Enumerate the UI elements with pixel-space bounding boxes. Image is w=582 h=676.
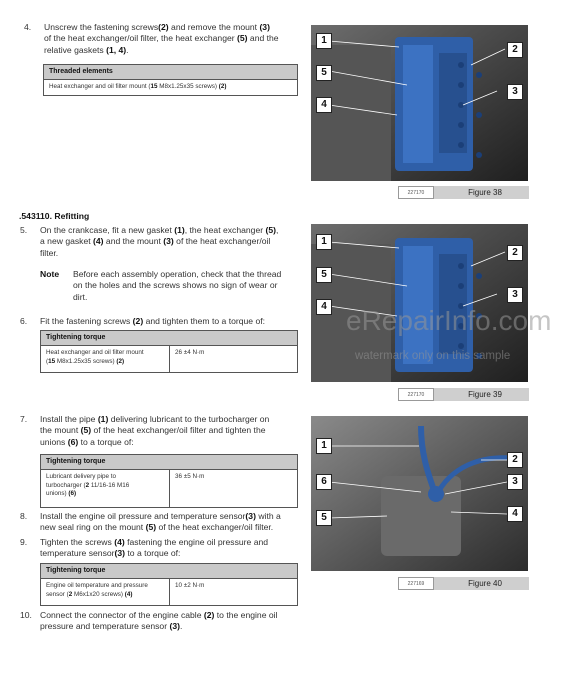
text: On the crankcase, fit a new gasket [40, 225, 175, 235]
ref: (3) [259, 22, 270, 32]
table-header: Tightening torque [41, 564, 297, 579]
ref: (4) [93, 236, 104, 247]
callout-6: 6 [316, 474, 332, 490]
section-title: .543110. Refitting [19, 211, 90, 221]
text: of the heat exchanger/oil filter. [156, 522, 274, 533]
ref: 2 [85, 481, 90, 489]
table-row [41, 346, 297, 373]
figure-label: Figure 40 [468, 579, 502, 588]
text: Heat exchanger and oil filter mount [46, 349, 144, 356]
ref: (1, 4) [106, 44, 127, 55]
table-cell [41, 346, 169, 369]
text: , the heat exchanger [184, 225, 266, 235]
text: to a torque of: [125, 548, 181, 559]
step-number: 4. [24, 22, 32, 32]
note-text [73, 269, 281, 303]
text: M8x1.25x35 screws) [157, 83, 219, 90]
text: M8x1.25x35 screws) [55, 357, 117, 365]
text: dirt. [73, 291, 88, 302]
engine-illustration [311, 416, 528, 571]
text: Install the engine oil pressure and temperature sensor [40, 511, 246, 521]
callout-2: 2 [507, 245, 523, 261]
text: Tighten the screws [40, 537, 115, 547]
table-row [44, 80, 297, 96]
text: fastening the engine oil pressure and [124, 537, 269, 547]
text: a new gasket [40, 236, 94, 247]
callout-2: 2 [507, 452, 523, 468]
text: and the mount [103, 236, 164, 247]
step-number: 6. [20, 316, 28, 326]
figure-40-photo [311, 416, 528, 571]
text: sensor ( [46, 590, 69, 598]
table-row [41, 470, 297, 508]
table-cell [41, 579, 171, 602]
step-number: 8. [20, 511, 28, 521]
text: Lubricant delivery pipe to [46, 473, 117, 480]
text: new seal ring on the mount [40, 522, 146, 533]
text: turbocharger ( [46, 481, 86, 489]
text: Unscrew the fastening screws [44, 22, 159, 32]
ref: (2) [203, 610, 215, 620]
text: Install the pipe [40, 414, 98, 424]
text: M6x1x20 screws) [72, 590, 125, 598]
callout-5: 5 [316, 267, 332, 283]
table-cell [44, 80, 231, 95]
figure-label: Figure 38 [468, 188, 502, 197]
figure-38-caption [398, 186, 529, 199]
tightening-torque-table-1 [40, 330, 298, 373]
callout-3: 3 [507, 84, 523, 100]
threaded-elements-table [43, 64, 298, 96]
text: Heat exchanger and oil filter mount ( [49, 83, 151, 90]
sensor-part [428, 486, 444, 502]
table-cell [41, 470, 169, 502]
text: unions) [46, 490, 69, 497]
text: relative gaskets [44, 44, 107, 55]
oil-filter-mount [381, 476, 461, 556]
callout-4: 4 [507, 506, 523, 522]
step-text [40, 537, 268, 560]
ref: (6) [67, 436, 79, 447]
figure-code: 227170 [398, 186, 434, 199]
step-text [40, 414, 269, 448]
ref: (6) [68, 490, 77, 497]
figure-39-caption [398, 388, 529, 401]
step-text [44, 22, 279, 56]
callout-4: 4 [316, 299, 332, 315]
ref: (2) [158, 22, 169, 32]
ref: (1) [174, 225, 185, 235]
step-number: 5. [20, 225, 28, 235]
table-cell: 10 ±2 N·m [169, 579, 297, 606]
text: of the heat exchanger/oil filter and tighten the [91, 425, 266, 436]
text: and remove the mount [168, 22, 260, 32]
text: filter. [40, 247, 59, 258]
callout-3: 3 [507, 287, 523, 303]
watermark-note: watermark only on this sample [355, 350, 511, 362]
callout-1: 1 [316, 234, 332, 250]
table-row [41, 579, 297, 606]
ref: (3) [114, 548, 126, 559]
ref: (4) [124, 590, 133, 598]
text: , [276, 225, 279, 235]
ref: 15 [150, 83, 158, 90]
text: Connect the connector of the engine cable [40, 610, 204, 620]
ref: (1) [97, 414, 109, 424]
figure-code: 227169 [398, 577, 434, 590]
text: temperature sensor [40, 548, 115, 559]
ref: (2) [218, 83, 227, 90]
step-text [40, 511, 281, 534]
ref: (5) [265, 225, 277, 235]
watermark-site: eRepairInfo.com [346, 305, 552, 336]
text: and tighten them to a torque of: [143, 316, 266, 326]
tightening-torque-table-3 [40, 563, 298, 606]
text: 11/16-16 M16 [89, 481, 130, 489]
step-number: 7. [20, 414, 28, 424]
step-text [40, 225, 278, 259]
text: to the engine oil [214, 610, 278, 620]
callout-3: 3 [507, 474, 523, 490]
text: and the [247, 33, 279, 44]
ref: (3) [245, 511, 256, 521]
step-number: 10. [20, 610, 32, 620]
text: . [126, 44, 129, 55]
callout-1: 1 [316, 438, 332, 454]
ref: (2) [116, 357, 125, 365]
text: Engine oil temperature and pressure [46, 582, 148, 589]
step-text [40, 316, 265, 327]
ref: (3) [163, 236, 174, 247]
table-header: Tightening torque [41, 331, 297, 346]
table-cell: 36 ±5 N·m [169, 470, 297, 508]
text: delivering lubricant to the turbocharger on [108, 414, 270, 424]
figure-40-caption [398, 577, 529, 590]
figure-label: Figure 39 [468, 390, 502, 399]
table-cell: 26 ±4 N·m [169, 346, 297, 373]
table-header: Threaded elements [44, 65, 297, 80]
text: unions [40, 436, 68, 447]
text: pressure and temperature sensor [40, 621, 170, 632]
table-header: Tightening torque [41, 455, 297, 470]
step-number: 9. [20, 537, 28, 547]
ref: (3) [169, 621, 180, 632]
text: . [179, 621, 183, 632]
text: on the holes and the screws shows no sign of wear or [73, 280, 278, 291]
note-label: Note [40, 269, 60, 279]
text: the mount [40, 425, 81, 436]
text: with a [255, 511, 281, 521]
ref: (5) [80, 425, 92, 436]
text: Fit the fastening screws [40, 316, 133, 326]
figure-code: 227170 [398, 388, 434, 401]
callout-5: 5 [316, 510, 332, 526]
callout-2: 2 [507, 42, 523, 58]
ref: (5) [145, 522, 157, 533]
text: to a torque of: [78, 436, 134, 447]
tightening-torque-table-2 [40, 454, 298, 508]
ref: (5) [237, 33, 248, 44]
part-highlight [403, 45, 433, 163]
callout-1: 1 [316, 33, 332, 49]
ref: 15 [48, 357, 56, 365]
step-text [40, 610, 277, 633]
text: ( [46, 357, 49, 365]
ref: 2 [68, 590, 73, 598]
ref: (2) [132, 316, 144, 326]
figure-38-photo [311, 25, 528, 181]
text: of the heat exchanger/oil [173, 236, 271, 247]
ref: (4) [114, 537, 125, 547]
callout-4: 4 [316, 97, 332, 113]
callout-5: 5 [316, 65, 332, 81]
text: of the heat exchanger/oil filter, the heat exchanger [44, 33, 238, 44]
engine-illustration [311, 25, 528, 181]
text: Before each assembly operation, check that the thread [73, 269, 282, 279]
